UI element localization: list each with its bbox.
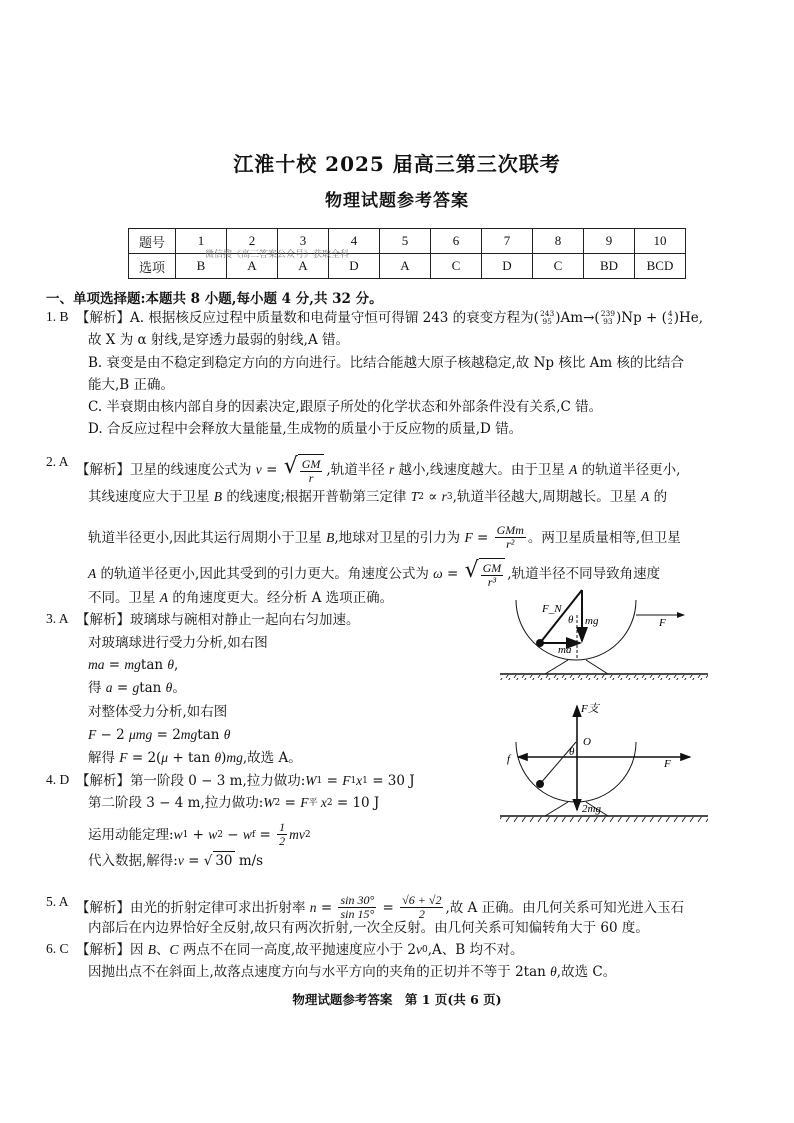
math-symbol: A xyxy=(641,489,650,504)
question-number-cell: 2 xyxy=(227,229,278,254)
text-segment: C. 半衰期由核内部自身的因素决定,跟原子所处的化学状态和外部条件没有关系,C 错。 xyxy=(88,399,603,415)
question-number-cell: 9 xyxy=(584,229,635,254)
math-symbol: r xyxy=(441,489,447,504)
text-segment: 其线速度应大于卫星 xyxy=(88,489,214,505)
question-number-cell: 8 xyxy=(533,229,584,254)
math-symbol: a xyxy=(105,680,113,695)
text-segment: = xyxy=(104,657,125,673)
ground-hatch xyxy=(500,817,708,822)
mass-number: 243 xyxy=(539,309,555,318)
mass-number: 4 xyxy=(667,309,673,318)
text-segment: 的 xyxy=(649,489,668,505)
label-mg: mg xyxy=(585,615,599,627)
text-segment: 【解析】卫星的线速度公式为 xyxy=(76,461,256,478)
math-symbol: F xyxy=(464,529,473,545)
numerator: GM xyxy=(482,561,502,575)
answer-cell: BD xyxy=(584,254,635,279)
question-label: 1. B xyxy=(46,309,69,324)
watermark-text: 微信搜《高三答案公众号》获取全科 xyxy=(205,250,350,260)
label-F: F xyxy=(659,617,666,629)
answer-cell: D xyxy=(482,254,533,279)
superscript: 2 xyxy=(418,492,424,502)
denominator: 2 xyxy=(418,907,425,921)
superscript: 2 xyxy=(304,829,311,840)
ground-hatch xyxy=(500,675,708,680)
math-symbol: μ xyxy=(161,750,169,765)
text-segment: 轨道半径更小,因此其运行周期小于卫星 xyxy=(88,529,327,546)
text-segment: B. 衰变是由不稳定到稳定方向的方向进行。比结合能越大原子核越稳定,故 Np 核比 Am 核的比结合 xyxy=(88,355,684,371)
label-theta: θ xyxy=(569,746,575,758)
text-segment: = xyxy=(442,565,463,582)
math-symbol: A xyxy=(88,565,97,581)
math-symbol: x xyxy=(356,773,363,788)
text-segment: 。两卫星质量相等,但卫星 xyxy=(527,529,681,546)
text-segment: ,故选 A。 xyxy=(242,750,302,766)
question-label: 6. C xyxy=(46,941,69,956)
text-segment: ,故选 C。 xyxy=(556,964,617,980)
text-segment: tan xyxy=(139,680,166,696)
text-segment: + tan xyxy=(168,750,215,766)
text-segment: 第二阶段 3 − 4 m,拉力做功: xyxy=(88,795,264,811)
exam-subtitle: 物理试题参考答案 xyxy=(325,191,469,211)
numerator: GM xyxy=(301,457,321,471)
text-segment: = 10 J xyxy=(332,795,380,811)
label-O: O xyxy=(583,736,591,748)
row-header: 题号 xyxy=(129,229,176,254)
answer-cell: A xyxy=(227,254,278,279)
normal-force-vector xyxy=(540,590,582,643)
question-number-cell: 7 xyxy=(482,229,533,254)
text-segment: ,故 A 正确。由几何关系可知光进入玉石 xyxy=(445,899,685,916)
subscript: 2 xyxy=(217,829,223,840)
numerator: 1 xyxy=(279,820,286,834)
answer-cell: A xyxy=(278,254,329,279)
text-segment: = xyxy=(112,680,133,696)
math-symbol: B xyxy=(326,529,335,545)
math-symbol: x xyxy=(317,795,327,810)
math-symbol: w xyxy=(242,826,252,842)
subscript: 2 xyxy=(274,798,281,808)
text-segment: = xyxy=(255,826,276,843)
subscript: 1 xyxy=(182,829,189,840)
text-segment: = xyxy=(316,899,337,916)
denominator: r³ xyxy=(487,575,497,589)
math-symbol: mg xyxy=(180,727,198,742)
text-segment: )Am→( xyxy=(555,310,600,326)
bowl-arc xyxy=(516,600,636,660)
label-theta: θ xyxy=(568,614,574,626)
numerator: sin 30° xyxy=(340,893,375,907)
math-symbol: C xyxy=(169,942,179,957)
text-segment: 【解析】玻璃球与碗相对静止一起向右匀加速。 xyxy=(76,612,360,628)
question-label: 4. D xyxy=(46,772,70,787)
math-symbol: F xyxy=(300,795,309,810)
text-segment: 【解析】因 xyxy=(76,942,148,958)
text-segment: − xyxy=(222,826,243,843)
text-segment: )He, xyxy=(673,310,704,326)
text-segment: 【解析】A. 根据核反应过程中质量数和电荷量守恒可得镅 243 的衰变方程为( xyxy=(76,310,539,326)
question-number-cell: 6 xyxy=(431,229,482,254)
text-segment: 代入数据,解得: xyxy=(88,852,178,869)
text-segment: )Np + ( xyxy=(616,310,667,326)
text-segment: 解得 xyxy=(88,750,120,766)
math-symbol: W xyxy=(305,773,317,788)
text-segment: tan xyxy=(197,727,224,743)
answer-cell: BCD xyxy=(635,254,686,279)
math-symbol: θ xyxy=(165,680,173,695)
math-symbol: θ xyxy=(550,964,557,979)
bowl-ball-force-diagram xyxy=(500,590,708,680)
text-segment: 对整体受力分析,如右图 xyxy=(88,704,228,720)
text-segment: 的线速度;根据开普勒第三定律 xyxy=(222,489,411,505)
label-fn: F_N xyxy=(542,603,562,615)
text-segment: 故 X 为 α 射线,是穿透力最弱的射线,A 错。 xyxy=(88,332,350,348)
subscript: 1 xyxy=(316,776,323,786)
question-label: 3. A xyxy=(46,611,69,626)
math-symbol: F xyxy=(342,773,351,788)
text-segment: = 30 J xyxy=(367,773,415,789)
math-symbol: mg xyxy=(124,657,141,672)
math-symbol: B xyxy=(213,489,223,504)
text-segment: ,轨道半径 xyxy=(326,461,389,478)
text-segment: 越小,线速度越大。由于卫星 xyxy=(394,461,570,478)
question-number-cell: 4 xyxy=(329,229,380,254)
text-segment: = xyxy=(261,461,282,478)
label-support-force: F支 xyxy=(581,703,599,715)
exam-title: 江淮十校 2025 届高三第三次联考 xyxy=(233,152,561,176)
answer-cell: C xyxy=(533,254,584,279)
subscript: 平 xyxy=(308,798,318,808)
label-f: f xyxy=(507,753,511,765)
text-segment: 。 xyxy=(172,680,186,696)
text-segment: D. 合反应过程中会释放大量能量,生成物的质量小于反应物的质量,D 错。 xyxy=(88,421,523,437)
math-symbol: v xyxy=(255,461,262,477)
bowl-stand xyxy=(545,660,608,674)
math-symbol: v xyxy=(177,852,184,868)
text-segment: = 2( xyxy=(127,750,162,766)
text-segment: = √ xyxy=(183,852,213,869)
denominator: sin 15° xyxy=(340,907,375,921)
math-symbol: w xyxy=(208,826,218,842)
row-header: 选项 xyxy=(129,254,176,279)
answer-cell: C xyxy=(431,254,482,279)
label-2mg: 2mg xyxy=(582,803,601,815)
subscript: 2 xyxy=(326,798,333,808)
text-segment: = xyxy=(322,773,343,789)
text-segment: 对玻璃球进行受力分析,如右图 xyxy=(88,635,268,651)
section-heading: 一、单项选择题:本题共 8 小题,每小题 4 分,共 32 分。 xyxy=(46,291,383,307)
text-segment: ,轨道半径越大,周期越长。卫星 xyxy=(452,489,642,505)
math-symbol: r xyxy=(389,461,395,477)
text-segment: 的轨道半径更小,因此其受到的引力更大。角速度公式为 xyxy=(96,565,434,582)
answer-cell: B xyxy=(176,254,227,279)
radical-sign: √ xyxy=(283,454,298,479)
numerator: √6 + √2 xyxy=(402,893,442,907)
text-segment: 不同。卫星 xyxy=(88,590,160,606)
label-F: F xyxy=(664,758,671,770)
text-segment: 【解析】由光的折射定律可求出折射率 xyxy=(76,899,310,916)
math-symbol: A xyxy=(159,590,169,605)
text-segment: = xyxy=(378,899,399,916)
sqrt-radicand: 30 xyxy=(215,853,233,869)
answer-cell: A xyxy=(380,254,431,279)
ball xyxy=(536,639,544,647)
math-symbol: v xyxy=(416,942,423,957)
text-segment: 的角速度更大。经分析 A 选项正确。 xyxy=(168,590,394,606)
question-label: 2. A xyxy=(46,454,69,469)
atomic-number: 2 xyxy=(667,317,673,326)
text-segment: 【解析】第一阶段 0 − 3 m,拉力做功: xyxy=(76,773,306,789)
ball xyxy=(536,780,544,788)
text-segment: ,轨道半径不同导致角速度 xyxy=(507,565,661,582)
answer-cell: D xyxy=(329,254,380,279)
text-segment: ,A、B 均不对。 xyxy=(427,942,524,958)
math-symbol: θ xyxy=(214,750,222,765)
question-number-cell: 1 xyxy=(176,229,227,254)
math-symbol: g xyxy=(132,680,140,695)
text-segment: 的轨道半径更小, xyxy=(577,461,681,478)
math-symbol: F xyxy=(119,750,128,765)
text-segment: m/s xyxy=(234,852,264,869)
text-segment: = xyxy=(280,795,301,811)
question-label: 5. A xyxy=(46,894,69,909)
mass-number: 239 xyxy=(600,309,616,318)
math-symbol: n xyxy=(309,899,317,915)
subscript: 1 xyxy=(350,776,357,786)
text-segment: − 2 xyxy=(96,727,130,743)
denominator: r xyxy=(308,471,314,485)
subscript: 0 xyxy=(422,945,428,955)
text-segment: ∝ xyxy=(423,489,442,505)
math-symbol: F xyxy=(88,727,97,742)
math-symbol: B xyxy=(147,942,157,957)
text-segment: = 2 xyxy=(152,727,181,743)
superscript: 3 xyxy=(446,492,453,502)
math-symbol: W xyxy=(263,795,275,810)
text-segment: 内部后在内边界恰好全反射,故只有两次折射,一次全反射。由几何关系可知偏转角大于 60 度。 xyxy=(88,920,649,936)
math-symbol: T xyxy=(410,489,419,504)
math-symbol: A xyxy=(569,461,578,477)
math-symbol: θ xyxy=(167,657,175,672)
text-segment: ,地球对卫星的引力为 xyxy=(334,529,465,546)
text-segment: + xyxy=(188,826,209,843)
question-number-cell: 5 xyxy=(380,229,431,254)
text-segment: ) xyxy=(221,750,227,766)
text-segment: tan xyxy=(140,657,168,673)
text-segment: 、 xyxy=(156,942,170,958)
atomic-number: 95 xyxy=(542,317,552,326)
radical-sign: √ xyxy=(464,558,479,583)
math-symbol: w xyxy=(173,826,183,842)
text-segment: 得 xyxy=(88,680,106,696)
text-segment: 能大,B 正确。 xyxy=(88,377,175,393)
label-ma: ma xyxy=(558,644,572,656)
math-symbol: ω xyxy=(433,565,443,581)
denominator: 2 xyxy=(279,834,286,848)
text-segment: , xyxy=(174,657,179,673)
subscript: f xyxy=(251,829,256,840)
math-symbol: ma xyxy=(88,657,105,672)
math-symbol: mv xyxy=(289,826,305,842)
text-segment: 两点不在同一高度,故平抛速度应小于 2 xyxy=(178,942,417,958)
bowl-arc xyxy=(516,742,636,802)
math-symbol: μmg xyxy=(129,727,153,742)
math-symbol: mg xyxy=(226,750,243,765)
text-segment: 运用动能定理: xyxy=(88,826,174,843)
subscript: 1 xyxy=(362,776,368,786)
whole-system-force-diagram xyxy=(500,702,708,822)
numerator: GMm xyxy=(496,523,524,537)
question-number-cell: 3 xyxy=(278,229,329,254)
text-segment: = xyxy=(472,529,493,546)
denominator: r² xyxy=(506,537,515,551)
math-symbol: θ xyxy=(223,727,231,742)
atomic-number: 93 xyxy=(603,317,613,326)
page-footer: 物理试题参考答案 第 1 页(共 6 页) xyxy=(292,992,502,1007)
question-number-cell: 10 xyxy=(635,229,686,254)
text-segment: 因抛出点不在斜面上,故落点速度方向与水平方向的夹角的正切并不等于 2tan xyxy=(88,964,551,980)
